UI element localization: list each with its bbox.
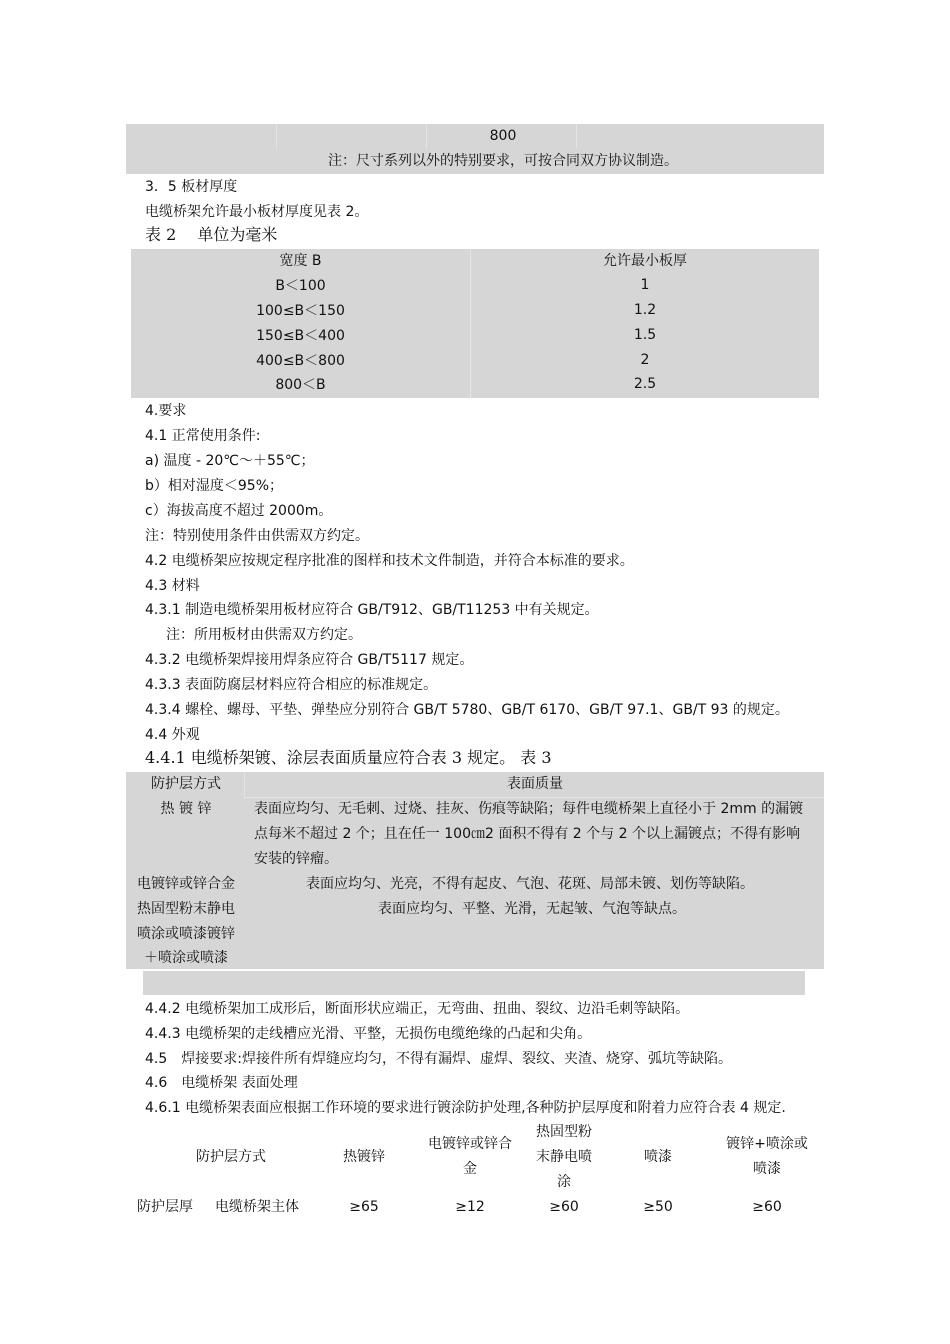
- table3: [126, 772, 824, 969]
- table4-header-combo: 喷漆: [753, 1161, 781, 1177]
- table3-method: 电镀锌或锌合金: [137, 876, 235, 892]
- table4-value: ≥60: [549, 1199, 579, 1215]
- table2-cell: 1: [640, 277, 650, 293]
- table4-row-label: 电缆桥架主体: [215, 1199, 299, 1215]
- sec4-line: c）海拔高度不超过 2000m。: [145, 503, 333, 519]
- table3-method: 热 镀 锌: [160, 801, 212, 817]
- table4-header-elec: 金: [463, 1161, 477, 1177]
- table3-method: ＋喷涂或喷漆: [144, 950, 228, 966]
- table3-quality: 安装的锌瘤。: [254, 851, 338, 867]
- table2-cell: 1.5: [633, 327, 657, 343]
- table2-header-thickness: 允许最小板厚: [603, 253, 687, 269]
- sec4-line: 4.3 材料: [145, 578, 200, 594]
- table2-cell: 2.5: [633, 376, 657, 392]
- top-table-note: 注：尺寸系列以外的特别要求，可按合同双方协议制造。: [328, 153, 678, 169]
- table3-quality: 表面应均匀、光亮，不得有起皮、气泡、花斑、局部未镀、划伤等缺陷。: [306, 876, 754, 892]
- sec4-line: 4.1 正常使用条件:: [145, 428, 261, 444]
- table4-header-elec: 电镀锌或锌合: [428, 1136, 512, 1152]
- table3-method: 喷涂或喷漆镀锌: [137, 926, 235, 942]
- top-table-value: 800: [489, 128, 517, 144]
- table4-value: ≥12: [455, 1199, 485, 1215]
- table4: [126, 1120, 824, 1230]
- table2-cell: 150≤B＜400: [256, 328, 345, 344]
- table2-caption: 表 2 单位为毫米: [145, 225, 278, 244]
- table2: [131, 249, 819, 398]
- table3-method: 热固型粉末静电: [137, 901, 235, 917]
- table3-footer-band: [143, 971, 805, 995]
- sec-after-line: 4.5 焊接要求:焊接件所有焊缝应均匀，不得有漏焊、虚焊、裂纹、夹渣、烧穿、弧坑等缺陷。: [145, 1051, 732, 1067]
- table2-cell: 800＜B: [275, 377, 326, 393]
- sec4-line: 4.2 电缆桥架应按规定程序批准的图样和技术文件制造，并符合本标准的要求。: [145, 553, 634, 569]
- table2-cell: 1.2: [633, 302, 657, 318]
- sec-after-line: 4.6 电缆桥架 表面处理: [145, 1075, 298, 1091]
- table2-cell: 400≤B＜800: [256, 353, 345, 369]
- sec-after-line: 4.6.1 电缆桥架表面应根据工作环境的要求进行镀涂防护处理,各种防护层厚度和附着力应符合表 4 规定.: [145, 1100, 786, 1116]
- section-3-5-text: 电缆桥架允许最小板材厚度见表 2。: [145, 204, 369, 220]
- table2-header-width: 宽度 B: [279, 253, 322, 269]
- table4-value: ≥50: [643, 1199, 673, 1215]
- table3-header-method: 防护层方式: [151, 776, 221, 792]
- table4-header-powder: 涂: [557, 1174, 571, 1190]
- sec4-line: 4.4 外观: [145, 727, 200, 743]
- sec-after-line: 4.4.2 电缆桥架加工成形后，断面形状应端正，无弯曲、扭曲、裂纹、边沿毛刺等缺陷。: [145, 1001, 690, 1017]
- sec4-line: 4.3.3 表面防腐层材料应符合相应的标准规定。: [145, 677, 438, 693]
- table4-header-method: 防护层方式: [196, 1149, 266, 1165]
- sec-after-line: 4.4.3 电缆桥架的走线槽应光滑、平整，无损伤电缆绝缘的凸起和尖角。: [145, 1026, 592, 1042]
- sec4-line: 4.要求: [145, 403, 187, 419]
- table3-caption: 4.4.1 电缆桥架镀、涂层表面质量应符合表 3 规定。 表 3: [145, 748, 552, 767]
- sec4-line: 4.3.4 螺栓、螺母、平垫、弹垫应分别符合 GB/T 5780、GB/T 6170、GB/T 97.1、GB/T 93 的规定。: [145, 702, 789, 718]
- top-table: [126, 124, 824, 174]
- section-3-5-heading: 3．5 板材厚度: [145, 179, 238, 195]
- table3-header-quality: 表面质量: [507, 776, 563, 792]
- table2-cell: 100≤B＜150: [256, 303, 345, 319]
- table3-quality: 表面应均匀、平整、光滑，无起皱、气泡等缺点。: [378, 901, 686, 917]
- sec4-line: b）相对湿度＜95%；: [145, 478, 284, 494]
- table2-cell: 2: [640, 352, 650, 368]
- sec4-line: 4.3.1 制造电缆桥架用板材应符合 GB/T912、GB/T11253 中有关规定。: [145, 602, 599, 618]
- table4-header-powder: 热固型粉: [536, 1124, 592, 1140]
- table2-cell: B＜100: [275, 278, 326, 294]
- table4-header-powder: 末静电喷: [536, 1149, 592, 1165]
- table4-value: ≥60: [752, 1199, 782, 1215]
- table3-quality: 点每米不超过 2 个；且在任一 100㎝2 面积不得有 2 个与 2 个以上漏镀点；不得有影响: [254, 826, 800, 842]
- table4-header-paint: 喷漆: [644, 1149, 672, 1165]
- table3-quality: 表面应均匀、无毛刺、过烧、挂灰、伤痕等缺陷；每件电缆桥架上直径小于 2mm 的漏镀: [254, 801, 804, 817]
- table4-header-combo: 镀锌+喷涂或: [726, 1136, 808, 1152]
- table4-header-hot: 热镀锌: [343, 1149, 385, 1165]
- table4-value: ≥65: [349, 1199, 379, 1215]
- sec4-line: a) 温度 ‐ 20℃～＋55℃；: [145, 453, 315, 469]
- sec4-line: 4.3.2 电缆桥架焊接用焊条应符合 GB/T5117 规定。: [145, 652, 474, 668]
- sec4-line: 注：所用板材由供需双方约定。: [166, 627, 362, 643]
- sec4-line: 注：特别使用条件由供需双方约定。: [145, 528, 369, 544]
- table4-row-label: 防护层厚: [137, 1199, 193, 1215]
